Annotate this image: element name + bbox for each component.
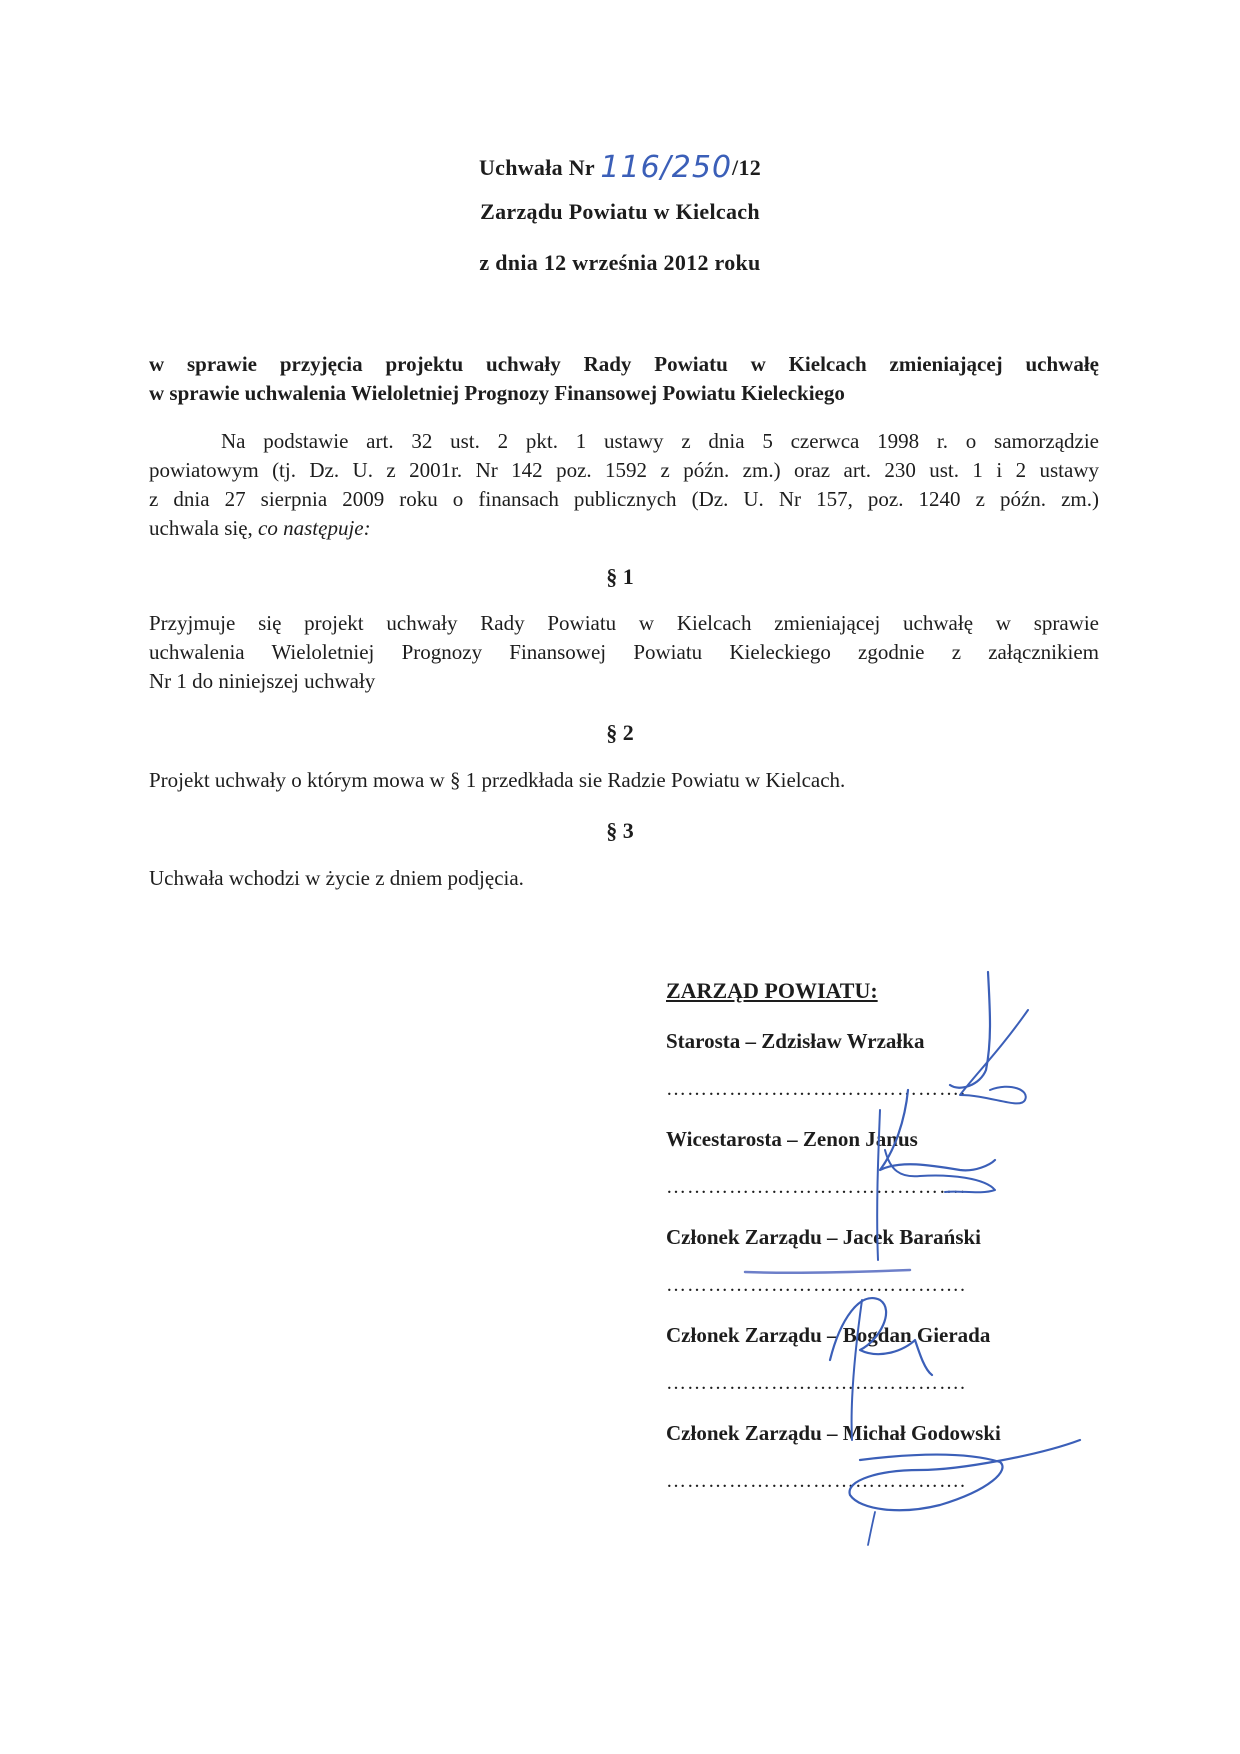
signature-starosta (950, 972, 990, 1088)
resolution-suffix: /12 (732, 155, 762, 180)
member-starosta: Starosta – Zdzisław Wrzałka (666, 1029, 925, 1053)
section-1-line-3: Nr 1 do niniejszej uchwały (149, 669, 376, 693)
signature-godowski-tick (868, 1512, 875, 1545)
legal-basis-line-4-italic: co następuje: (258, 516, 371, 540)
section-3-text (149, 864, 1099, 893)
section-mark-3: § 3 (606, 818, 634, 843)
member-czlonek-godowski: Członek Zarządu – Michał Godowski (666, 1421, 1001, 1445)
signature-line-baranski: ……………………………………. (666, 1274, 966, 1296)
resolution-subject (149, 350, 1099, 408)
legal-basis-line-2: powiatowym (tj. Dz. U. z 2001r. Nr 142 poz. 1592 z późn. zm.) oraz art. 230 ust. 1 i 2 ustawy (149, 458, 1099, 482)
legal-basis-line-4-plain: uchwala się, (149, 516, 259, 540)
signature-line-wicestarosta: ……………………………………. (666, 1176, 966, 1198)
section-1-line-2: uchwalenia Wieloletniej Prognozy Finansowej Powiatu Kieleckiego zgodnie z załącznikiem (149, 640, 1099, 664)
member-czlonek-gierada: Członek Zarządu – Bogdan Gierada (666, 1323, 991, 1347)
section-1-text (149, 609, 1099, 696)
legal-basis-paragraph (149, 427, 1099, 543)
signature-baranski-underline (745, 1270, 910, 1273)
member-wicestarosta: Wicestarosta – Zenon Janus (666, 1127, 918, 1151)
date-line: z dnia 12 września 2012 roku (479, 250, 761, 275)
handwritten-resolution-number: 116/250 (600, 150, 733, 185)
section-3-line-1: Uchwała wchodzi w życie z dniem podjęcia. (149, 866, 524, 890)
member-czlonek-baranski: Członek Zarządu – Jacek Barański (666, 1225, 982, 1249)
scan-speck (640, 14, 670, 20)
signature-line-gierada: ……………………………………. (666, 1372, 966, 1394)
section-mark-1: § 1 (606, 564, 634, 589)
signature-gierada-stem (852, 1300, 862, 1440)
legal-basis-line-1: Na podstawie art. 32 ust. 2 pkt. 1 ustawy z dnia 5 czerwca 1998 r. o samorządzie (221, 429, 1099, 453)
subject-line-2: w sprawie uchwalenia Wieloletniej Prognozy Finansowej Powiatu Kieleckiego (149, 381, 845, 405)
resolution-prefix: Uchwała Nr (478, 155, 595, 180)
subject-line-1: w sprawie przyjęcia projektu uchwały Rady Powiatu w Kielcach zmieniającej uchwałę (149, 352, 1099, 376)
section-1-line-1: Przyjmuje się projekt uchwały Rady Powiatu w Kielcach zmieniającej uchwałę w sprawie (149, 611, 1099, 635)
section-2-line-1: Projekt uchwały o którym mowa w § 1 przedkłada sie Radzie Powiatu w Kielcach. (149, 768, 846, 792)
signature-line-starosta: ……………………………………. (666, 1078, 966, 1100)
legal-basis-line-4 (149, 514, 1099, 543)
signature-strokes (745, 972, 1080, 1545)
board-title: ZARZĄD POWIATU: (666, 978, 878, 1003)
legal-basis-line-3: z dnia 27 sierpnia 2009 roku o finansach publicznych (Dz. U. Nr 157, poz. 1240 z późn. zm.) (149, 487, 1099, 511)
section-mark-2: § 2 (606, 720, 634, 745)
resolution-number-line (0, 148, 1240, 183)
signature-line-godowski: ……………………………………. (666, 1470, 966, 1492)
issuing-body-line: Zarządu Powiatu w Kielcach (480, 199, 760, 224)
signature-starosta-loop (960, 1010, 1028, 1103)
section-2-text (149, 766, 1099, 795)
